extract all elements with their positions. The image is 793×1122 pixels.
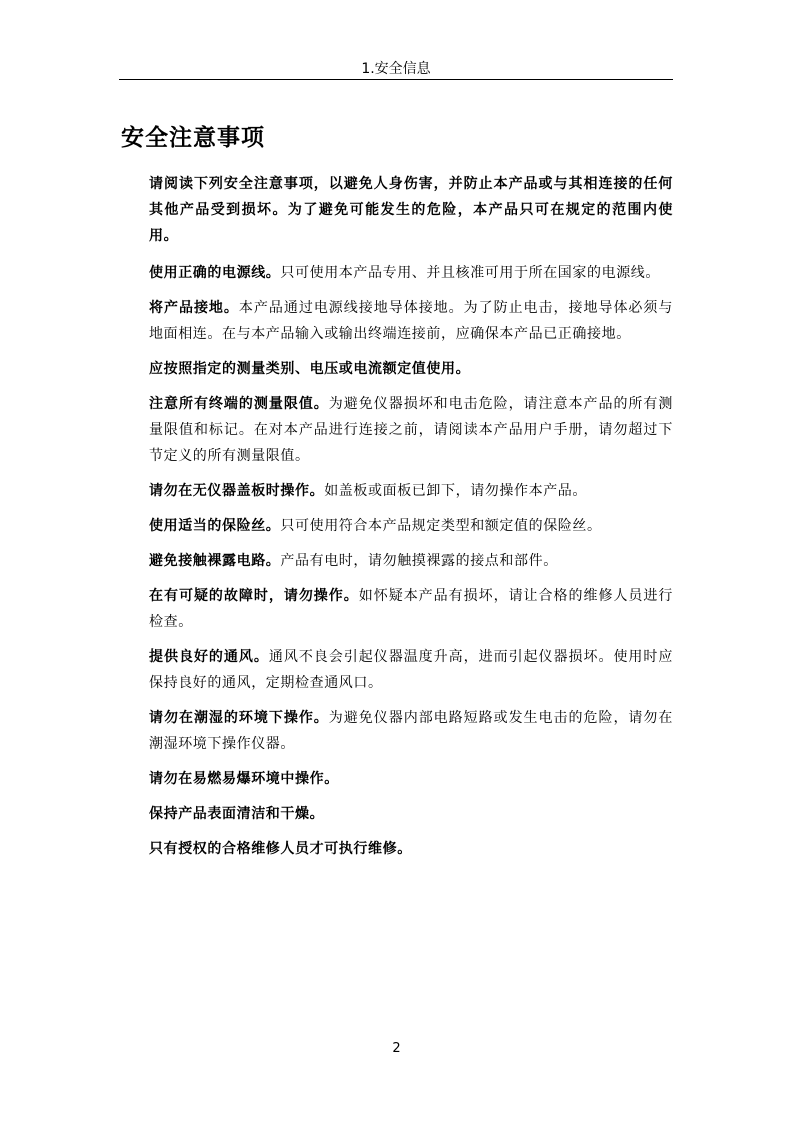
note-humidity: [149, 705, 673, 757]
safety-notes-content: [149, 171, 673, 871]
note-lead: 保持产品表面清洁和干燥。: [149, 806, 325, 822]
note-lead: 使用适当的保险丝。: [149, 518, 281, 534]
note-text: 只可使用本产品专用、并且核准可用于所在国家的电源线。: [280, 265, 661, 281]
note-lead: 请勿在易燃易爆环境中操作。: [149, 771, 339, 787]
note-text: 只可使用符合本产品规定类型和额定值的保险丝。: [280, 518, 602, 534]
note-text: 为避免仪器损坏和电击危险，请注意本产品的所有测量限值和标记。在对本产品进行连接之前，请阅读本产品用户手册，请勿超过下节定义的所有测量限值。: [149, 396, 673, 464]
note-suspected-fault: [149, 583, 673, 635]
note-lead: 在有可疑的故障时，请勿操作。: [149, 588, 359, 604]
note-text: 如盖板或面板已卸下，请勿操作本产品。: [324, 483, 588, 499]
note-clean-dry: [149, 801, 673, 827]
note-rated-values: [149, 356, 673, 382]
note-explosive-environment: [149, 766, 673, 792]
note-lead: 只有授权的合格维修人员才可执行维修。: [149, 841, 412, 857]
note-lead: 注意所有终端的测量限值。: [149, 396, 329, 412]
note-power-cord: [149, 260, 673, 286]
section-title: 安全注意事项: [121, 125, 265, 151]
note-lead: 应按照指定的测量类别、电压或电流额定值使用。: [149, 361, 471, 377]
note-fuse: [149, 513, 673, 539]
note-ventilation: [149, 644, 673, 696]
header-divider: [119, 79, 673, 80]
note-lead: 请勿在无仪器盖板时操作。: [149, 483, 325, 499]
page-header-title: 1.安全信息: [361, 61, 431, 77]
note-text: 通风不良会引起仪器温度升高，进而引起仪器损坏。使用时应保持良好的通风，定期检查通风口。: [149, 649, 673, 691]
note-grounding: [149, 295, 673, 347]
note-lead: 将产品接地。: [149, 300, 239, 316]
note-measurement-limits: [149, 391, 673, 469]
note-lead: 避免接触裸露电路。: [149, 553, 281, 569]
note-lead: 提供良好的通风。: [149, 649, 269, 665]
note-text: 如怀疑本产品有损坏，请让合格的维修人员进行检查。: [149, 588, 673, 630]
note-text: 为避免仪器内部电路短路或发生电击的危险，请勿在潮湿环境下操作仪器。: [149, 710, 673, 752]
note-exposed-circuit: [149, 548, 673, 574]
note-text: 产品有电时，请勿触摸裸露的接点和部件。: [280, 553, 558, 569]
note-lead: 请勿在潮湿的环境下操作。: [149, 710, 329, 726]
note-text: 本产品通过电源线接地导体接地。为了防止电击，接地导体必须与地面相连。在与本产品输入或输出终端连接前，应确保本产品已正确接地。: [149, 300, 673, 342]
page-number: 2: [392, 1041, 401, 1056]
intro-paragraph: 请阅读下列安全注意事项，以避免人身伤害，并防止本产品或与其相连接的任何其他产品受到损坏。为了避免可能发生的危险，本产品只可在规定的范围内使用。: [149, 176, 673, 244]
note-cover: [149, 478, 673, 504]
note-lead: 使用正确的电源线。: [149, 265, 281, 281]
note-authorized-service: [149, 836, 673, 862]
